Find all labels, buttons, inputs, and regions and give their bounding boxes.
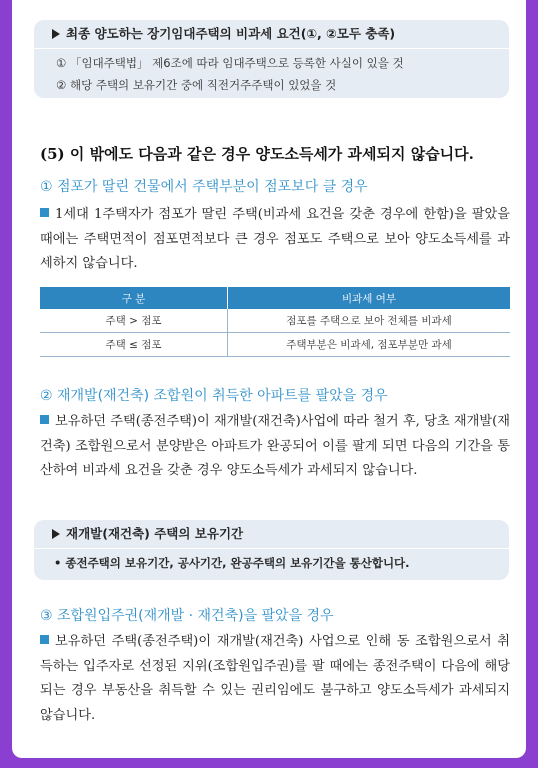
requirements-box-title: 최종 양도하는 장기임대주택의 비과세 요건(①, ②모두 충족) [66,26,396,41]
square-bullet-icon [40,208,49,217]
store-house-table [40,287,510,357]
item-1-paragraph [40,203,510,277]
item-2-title: ② 재개발(재건축) 조합원이 취득한 아파트를 팔았을 경우 [40,388,388,404]
item-3-title: ③ 조합원입주권(재개발 · 재건축)을 팔았을 경우 [40,608,334,624]
requirements-box [34,20,509,98]
requirement-line-2: ② 해당 주택의 보유기간 중에 직전거주주택이 있었을 것 [56,78,337,92]
section-5-title: (5) 이 밖에도 다음과 같은 경우 양도소득세가 과세되지 않습니다. [40,145,474,163]
requirement-line-1: ① 「임대주택법」 제6조에 따라 임대주택으로 등록한 사실이 있을 것 [56,56,404,70]
item-3-text: 보유하던 주택(종전주택)이 재개발(재건축) 사업으로 인해 동 조합원으로서 취득하는 입주자로 선정된 지위(조합원입주권)를 팔 때에는 종전주택이 다음에 해당되는 경우 부동산을 취득할 수 있는 권리임에도 불구하고 양도소득세가 과세되지 않습니다. [40,634,510,723]
table-cell: 주택부분은 비과세, 점포부분만 과세 [228,333,511,357]
item-1-title: ① 점포가 딸린 건물에서 주택부분이 점포보다 클 경우 [40,179,368,195]
table-cell: 점포를 주택으로 보아 전체를 비과세 [228,309,511,333]
square-bullet-icon [40,635,49,644]
item-2-paragraph [40,410,510,484]
item-3-paragraph [40,630,510,728]
table-row [40,333,510,357]
table-header-taxation: 비과세 여부 [228,287,511,309]
item-2-text: 보유하던 주택(종전주택)이 재개발(재건축)사업에 따라 철거 후, 당초 재개발(재건축) 조합원으로서 분양받은 아파트가 완공되어 이를 팔게 되면 다음의 기간을 통산하여 비과세 요건을 갖춘 경우 양도소득세가 과세되지 않습니다. [40,414,510,478]
holding-period-box-title: 재개발(재건축) 주택의 보유기간 [66,526,244,541]
table-header-category: 구 분 [40,287,228,309]
table-cell: 주택 ≤ 점포 [40,333,228,357]
triangle-bullet-icon [52,29,60,39]
table-row [40,309,510,333]
table-cell: 주택 > 점포 [40,309,228,333]
triangle-bullet-icon [52,529,60,539]
item-1-text: 1세대 1주택자가 점포가 딸린 주택(비과세 요건을 갖춘 경우에 한함)을 팔았을 때에는 주택면적이 점포면적보다 큰 경우 점포도 주택으로 보아 양도소득세를 과세하지 않습니다. [40,207,510,271]
holding-period-line: • 종전주택의 보유기간, 공사기간, 완공주택의 보유기간을 통산합니다. [54,556,410,570]
square-bullet-icon [40,415,49,424]
holding-period-box [34,520,509,580]
document-page [12,0,526,758]
